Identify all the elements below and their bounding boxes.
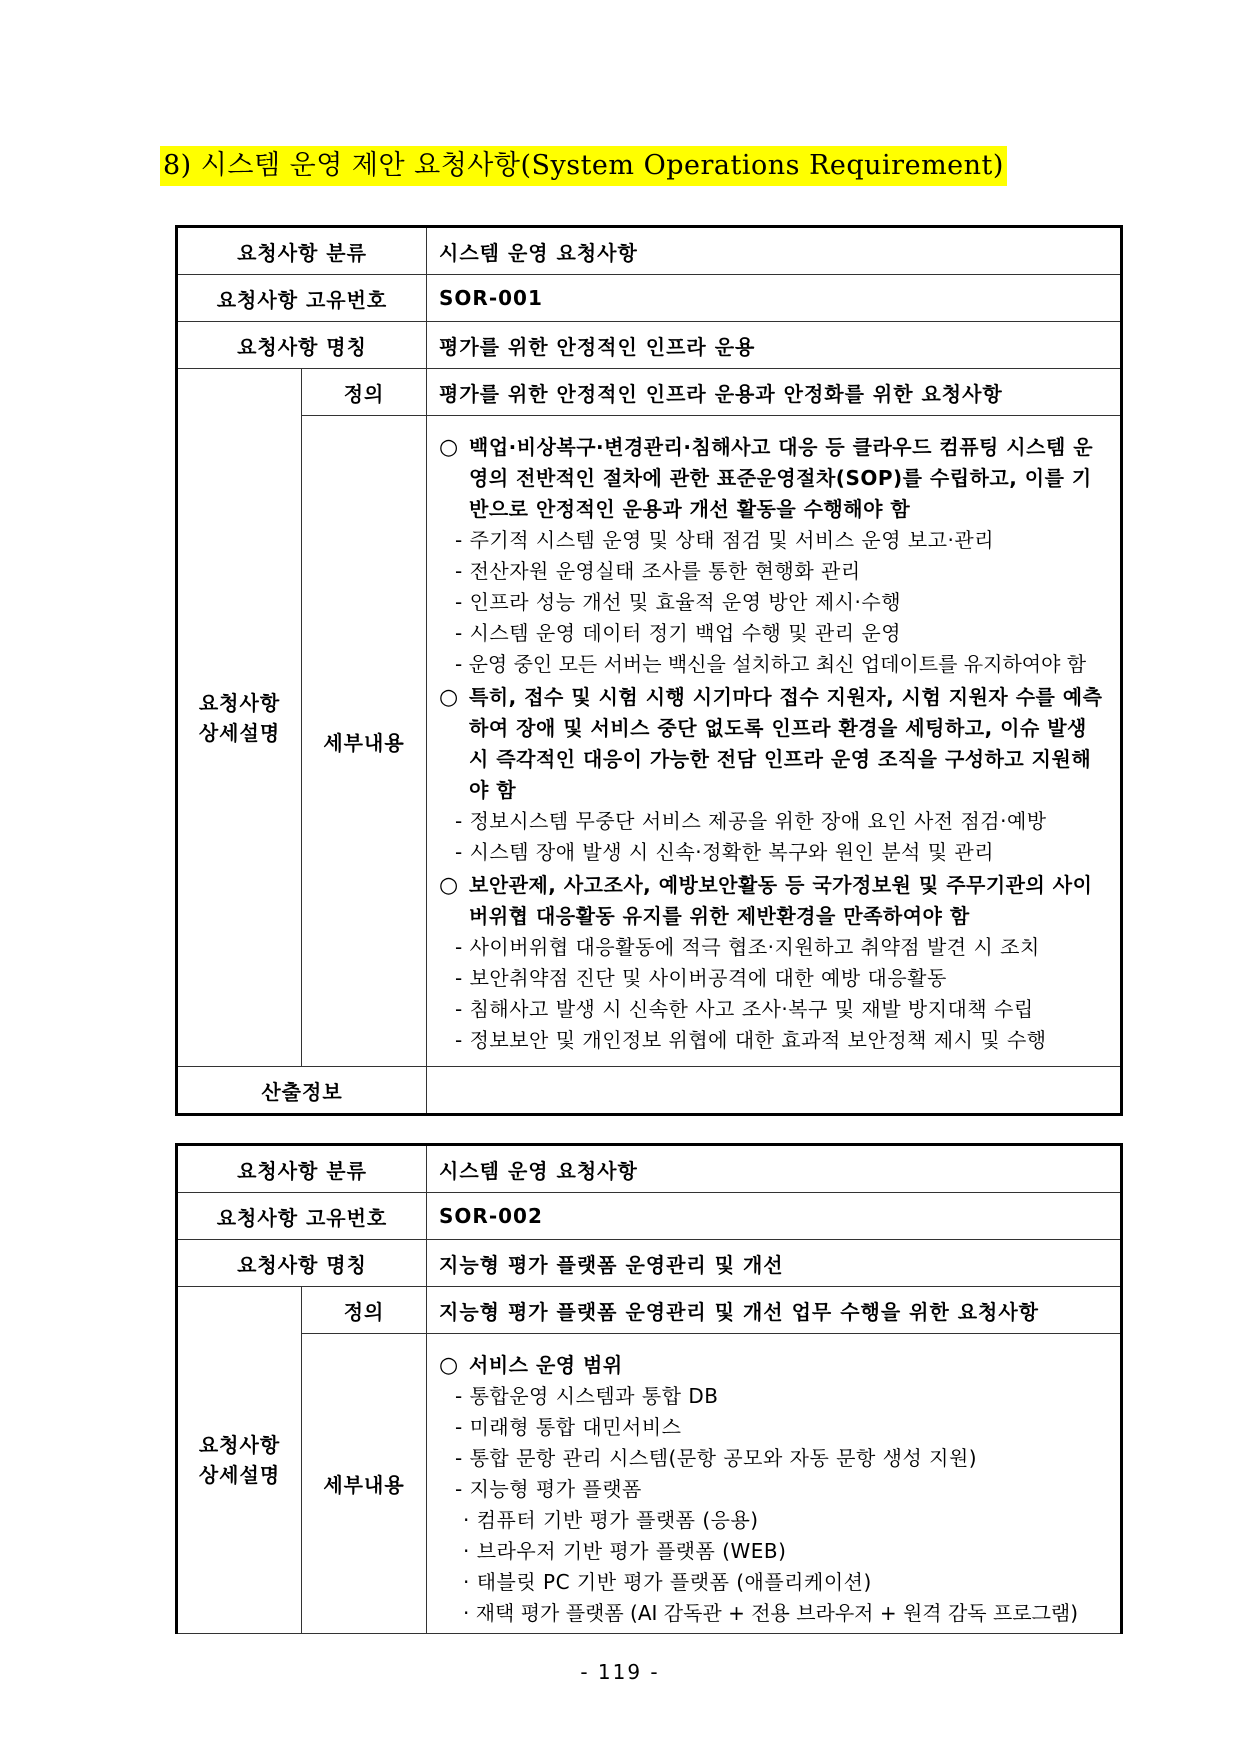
bullet-text: 서비스 운영 범위	[469, 1353, 623, 1377]
content-detail	[427, 416, 1122, 1067]
detail-label-line1: 요청사항	[198, 690, 281, 715]
section-title: 8) 시스템 운영 제안 요청사항(System Operations Requirement)	[160, 146, 1007, 186]
id-label: 요청사항 고유번호	[177, 275, 427, 322]
category-label: 요청사항 분류	[177, 1145, 427, 1193]
name-value: 지능형 평가 플랫폼 운영관리 및 개선	[427, 1240, 1122, 1287]
list-item: - 지능형 평가 플랫폼	[455, 1477, 642, 1501]
list-item: - 운영 중인 모든 서버는 백신을 설치하고 최신 업데이트를 유지하여야 함	[455, 652, 1087, 676]
sub-list-item: · 재택 평가 플랫폼 (AI 감독관 + 전용 브라우저 + 원격 감독 프로그램)	[463, 1601, 1079, 1625]
list-item: - 전산자원 운영실태 조사를 통한 현행화 관리	[455, 559, 861, 583]
name-value: 평가를 위한 안정적인 인프라 운용	[427, 322, 1122, 369]
circle-bullet-icon: ○	[439, 685, 459, 710]
circle-bullet-icon: ○	[439, 873, 459, 898]
definition-value: 지능형 평가 플랫폼 운영관리 및 개선 업무 수행을 위한 요청사항	[427, 1287, 1122, 1334]
circle-bullet-icon: ○	[439, 1353, 459, 1378]
detail-label-line2: 상세설명	[198, 1463, 281, 1487]
list-item: - 시스템 장애 발생 시 신속·정확한 복구와 원인 분석 및 관리	[455, 840, 995, 864]
category-label: 요청사항 분류	[177, 227, 427, 275]
output-value	[427, 1067, 1122, 1115]
list-item: - 정보보안 및 개인정보 위협에 대한 효과적 보안정책 제시 및 수행	[455, 1028, 1047, 1052]
list-item: - 침해사고 발생 시 신속한 사고 조사·복구 및 재발 방지대책 수립	[455, 997, 1034, 1021]
list-item: - 통합 문항 관리 시스템(문항 공모와 자동 문항 생성 지원)	[455, 1446, 978, 1470]
name-label: 요청사항 명칭	[177, 322, 427, 369]
sub-list-item: · 태블릿 PC 기반 평가 플랫폼 (애플리케이션)	[463, 1570, 872, 1594]
sub-list-item: · 컴퓨터 기반 평가 플랫폼 (응용)	[463, 1508, 759, 1532]
list-item: - 정보시스템 무중단 서비스 제공을 위한 장애 요인 사전 점검·예방	[455, 809, 1047, 833]
page-number: - 119 -	[580, 1660, 660, 1684]
detail-label	[177, 369, 302, 1067]
content-label: 세부내용	[302, 416, 427, 1067]
bullet-text: 보안관제, 사고조사, 예방보안활동 등 국가정보원 및 주무기관의 사이버위협 대응활동 유지를 위한 제반환경을 만족하여야 함	[469, 873, 1093, 928]
sub-list-item: · 브라우저 기반 평가 플랫폼 (WEB)	[463, 1539, 787, 1563]
list-item: - 사이버위협 대응활동에 적극 협조·지원하고 취약점 발견 시 조치	[455, 935, 1040, 959]
detail-label	[177, 1287, 302, 1634]
content-label: 세부내용	[302, 1334, 427, 1634]
output-label: 산출정보	[177, 1067, 427, 1115]
id-value: SOR-001	[427, 275, 1122, 322]
definition-label: 정의	[302, 1287, 427, 1334]
id-value: SOR-002	[427, 1193, 1122, 1240]
bullet	[439, 870, 1108, 932]
bullet	[439, 432, 1108, 525]
requirement-table-sor-001	[175, 225, 1123, 1116]
content-detail	[427, 1334, 1122, 1634]
list-item: - 보안취약점 진단 및 사이버공격에 대한 예방 대응활동	[455, 966, 947, 990]
category-value: 시스템 운영 요청사항	[427, 227, 1122, 275]
list-item: - 주기적 시스템 운영 및 상태 점검 및 서비스 운영 보고·관리	[455, 528, 995, 552]
definition-value: 평가를 위한 안정적인 인프라 운용과 안정화를 위한 요청사항	[427, 369, 1122, 416]
detail-label-line2: 상세설명	[198, 720, 281, 745]
bullet	[439, 682, 1108, 806]
bullet-text: 백업·비상복구·변경관리·침해사고 대응 등 클라우드 컴퓨팅 시스템 운영의 전반적인 절차에 관한 표준운영절차(SOP)를 수립하고, 이를 기반으로 안정적인 운용과 개선 활동을 수행해야 함	[469, 435, 1094, 521]
bullet	[439, 1350, 1108, 1381]
bullet-text: 특히, 접수 및 시험 시행 시기마다 접수 지원자, 시험 지원자 수를 예측하여 장애 및 서비스 중단 없도록 인프라 환경을 세팅하고, 이슈 발생 시 즉각적인 대응이 가능한 전담 인프라 운영 조직을 구성하고 지원해야 함	[469, 685, 1103, 802]
list-item: - 미래형 통합 대민서비스	[455, 1415, 682, 1439]
category-value: 시스템 운영 요청사항	[427, 1145, 1122, 1193]
circle-bullet-icon: ○	[439, 435, 459, 460]
requirement-table-sor-002	[175, 1143, 1123, 1634]
list-item: - 통합운영 시스템과 통합 DB	[455, 1384, 719, 1408]
detail-label-line1: 요청사항	[198, 1433, 281, 1457]
list-item: - 인프라 성능 개선 및 효율적 운영 방안 제시·수행	[455, 590, 902, 614]
name-label: 요청사항 명칭	[177, 1240, 427, 1287]
id-label: 요청사항 고유번호	[177, 1193, 427, 1240]
definition-label: 정의	[302, 369, 427, 416]
list-item: - 시스템 운영 데이터 정기 백업 수행 및 관리 운영	[455, 621, 902, 645]
